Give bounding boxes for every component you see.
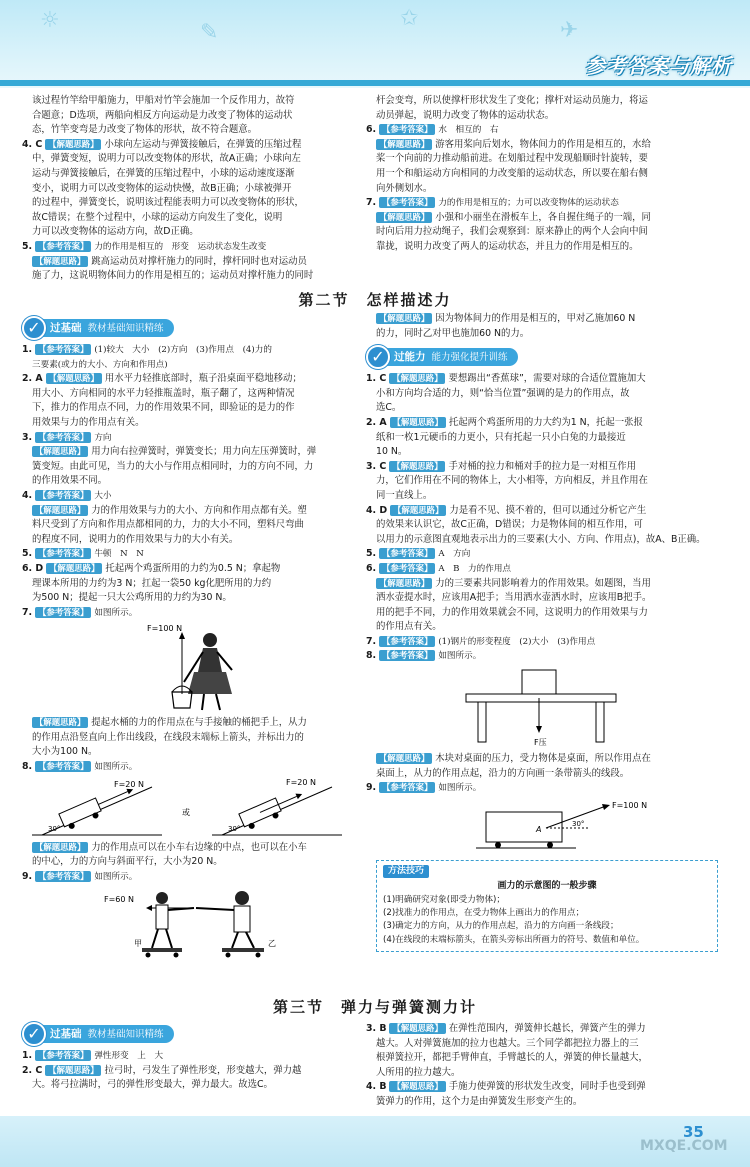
question-number: 7. <box>366 197 377 209</box>
text-line: 变小，说明力可以改变物体的运动快慢，故B正确；小球被弹开 <box>32 182 292 194</box>
text-line: 运动与弹簧接触后，在弹簧的压缩过程中，小球的运动速度逐渐 <box>32 167 295 179</box>
question-number: 2. A <box>22 373 43 385</box>
force-arrowhead <box>179 632 185 639</box>
question-3 <box>22 431 362 446</box>
question-number: 2. A <box>366 416 387 428</box>
banner-basic-3 <box>22 1022 362 1046</box>
wheel <box>547 842 553 848</box>
wooden-block <box>522 670 556 694</box>
answer-text: (1)钢片的形变程度 (2)大小 (3)作用点 <box>438 636 596 647</box>
force-label: F=20 N <box>114 779 145 789</box>
solution-tag: 【解题思路】 <box>32 446 88 457</box>
answer-text: 力的作用是相互的 形变 运动状态发生改变 <box>94 241 267 252</box>
solution-tag: 【解题思路】 <box>45 139 101 150</box>
banner-label: 过基础 <box>50 322 82 334</box>
banner-ability <box>366 345 718 369</box>
question-5 <box>22 547 362 562</box>
woman-skirt <box>188 672 232 694</box>
solution-tag: 【解题思路】 <box>32 717 88 728</box>
wheel <box>146 953 151 958</box>
force-arrowhead <box>602 804 610 810</box>
text-line: 合题意；D选项，两船向相反方向运动是力改变了物体的运动状 <box>32 109 293 121</box>
answer-tag: 【参考答案】 <box>35 490 91 501</box>
solution-tag: 【解题思路】 <box>376 753 432 764</box>
question-4 <box>22 489 362 504</box>
text-line: 力，它们作用在不同的物体上，大小相等，方向相反，并且作用在 <box>376 475 648 487</box>
answer-tag: 【参考答案】 <box>35 607 91 618</box>
text-line: 中，弹簧变短，说明力可以改变物体的形状，故A正确；小球向左 <box>32 153 301 165</box>
answer-text: 方向 <box>94 432 112 443</box>
answer-text: 水 相互的 右 <box>438 125 499 136</box>
answer-tag: 【参考答案】 <box>379 636 435 647</box>
question-4 <box>366 504 718 519</box>
child-leg <box>152 929 158 948</box>
child-leg <box>232 932 238 948</box>
answer-tag: 【参考答案】 <box>379 197 435 208</box>
answer-text: 弹性形变 上 大 <box>94 1051 164 1061</box>
force-label: F=100 N <box>147 624 183 634</box>
answer-text: 大小 <box>94 490 112 501</box>
text-line: 桌面上，从力的作用点起，沿力的方向画一条带箭头的线段。 <box>376 767 630 779</box>
text-line: 用大小、方向相同的水平力轻推瓶盖时，瓶子翻了，这两种情况 <box>32 387 295 399</box>
text-line: 靠拢，说明力改变了两人的运动状态，并且力的作用是相互的。 <box>376 240 639 252</box>
left-column-section3 <box>22 1018 362 1093</box>
question-number: 4. D <box>366 504 388 516</box>
answer-tag: 【参考答案】 <box>35 548 91 559</box>
figure-cart-incline <box>22 777 362 839</box>
text-line: 用一个和船运动方向相同的力改变船的运动状态，所以要在船右侧 <box>376 167 648 179</box>
answer-text: A B 力的作用点 <box>438 563 512 574</box>
question-8 <box>366 649 718 664</box>
text-line: 以用力的示意图直观地表示出力的三要素(大小、方向、作用点)，故A、B正确。 <box>376 533 706 545</box>
child-leg <box>166 929 172 948</box>
left-column-section2 <box>22 312 362 962</box>
text-line: 用效果与力的作用点有关。 <box>32 416 145 428</box>
solution-tag: 【解题思路】 <box>376 212 432 223</box>
text-line: 力的作用点可以在小车右边缘的中点，也可以在小车 <box>91 841 307 853</box>
solution-tag: 【解题思路】 <box>32 505 88 516</box>
answer-tag: 【参考答案】 <box>35 871 91 882</box>
solution-tag: 【解题思路】 <box>45 1065 101 1076</box>
watermark: MXQE.COM <box>640 1138 728 1154</box>
question-number: 3. B <box>366 1023 387 1034</box>
angle-label: 30° <box>572 819 585 828</box>
text-line: 人所用的拉力越大。 <box>376 1066 461 1078</box>
text-line: 托起两个鸡蛋所用的力约为0.5 N；拿起物 <box>105 562 281 574</box>
question-6 <box>22 562 362 577</box>
solution-tag: 【解题思路】 <box>32 842 88 853</box>
solution-line <box>366 752 718 767</box>
answer-tag: 【参考答案】 <box>35 761 91 772</box>
answer-text: 三要素(或力的大小、方向和作用点) <box>32 359 168 370</box>
text-line: 大小为100 N。 <box>32 746 98 758</box>
answer-tag: 【参考答案】 <box>35 241 91 252</box>
text-line: 力是看不见、摸不着的，但可以通过分析它产生 <box>449 504 647 516</box>
wheel <box>256 953 261 958</box>
method-step: (2)找准力的作用点，在受力物体上画出力的作用点； <box>383 908 585 919</box>
question-number: 4. <box>22 489 33 501</box>
text-line: 同一直线上。 <box>376 489 433 501</box>
wheel <box>495 842 501 848</box>
question-number: 6. <box>366 124 377 136</box>
answer-tag: 【参考答案】 <box>379 650 435 661</box>
solution-tag: 【解题思路】 <box>376 139 432 150</box>
question-number: 1. <box>22 1050 33 1061</box>
header-title: 参考答案与解析 <box>585 54 732 78</box>
sun-doodle-icon: ☼ <box>40 8 60 33</box>
question-number: 5. <box>366 548 377 560</box>
solution-tag: 【解题思路】 <box>46 373 102 384</box>
question-number: 7. <box>366 635 377 647</box>
method-tips-box <box>376 860 718 952</box>
checkmark-icon: ✓ <box>22 1022 46 1046</box>
answer-text: 牛顿 N N <box>94 549 144 560</box>
star-doodle-icon: ✩ <box>400 6 419 31</box>
woman-leg <box>202 694 204 710</box>
section-title-3: 第三节 弹力与弹簧测力计 <box>272 998 477 1016</box>
question-1 <box>22 1049 362 1064</box>
page-number: 35 <box>683 1123 704 1141</box>
text-line: 的力，同时乙对甲也施加60 N的力。 <box>376 327 530 339</box>
question-number: 7. <box>22 606 33 618</box>
table-top <box>466 694 616 702</box>
solution-tag: 【解题思路】 <box>32 256 88 267</box>
child-body <box>156 905 168 929</box>
question-8 <box>22 760 362 775</box>
banner-sublabel: 能力强化提升训练 <box>431 352 508 364</box>
text-line: 料尺受到了方向和作用点都相同的力，力的大小不同，塑料尺弯曲 <box>32 519 304 531</box>
question-3 <box>366 460 718 475</box>
question-3 <box>366 1022 718 1037</box>
text-line: 的作用点有关。 <box>376 621 442 633</box>
table-leg <box>596 702 604 742</box>
question-4 <box>366 1080 718 1095</box>
checkmark-icon: ✓ <box>22 316 46 340</box>
question-7 <box>366 635 718 650</box>
solution-line <box>22 504 362 519</box>
child-head <box>235 891 249 905</box>
solution-tag: 【解题思路】 <box>376 578 432 589</box>
wheel <box>226 953 231 958</box>
answer-text: 力的作用是相互的；力可以改变物体的运动状态 <box>438 198 619 209</box>
question-number: 5. <box>22 548 33 560</box>
text-line: 力可以改变物体的运动方向，故D正确。 <box>32 226 199 238</box>
solution-tag: 【解题思路】 <box>376 313 432 324</box>
text-line: 10 N。 <box>376 446 408 458</box>
text-line: 小球向左运动与弹簧接触后，在弹簧的压缩过程 <box>104 138 302 150</box>
question-number: 2. C <box>22 1064 43 1076</box>
answer-tag: 【参考答案】 <box>379 548 435 559</box>
child-head <box>156 892 168 904</box>
text-line: 小强和小丽坐在滑板车上，各自握住绳子的一端，同 <box>435 211 651 223</box>
answer-tag: 【参考答案】 <box>35 432 91 443</box>
text-line: 因为物体间力的作用是相互的，甲对乙施加60 N <box>435 313 636 324</box>
text-line: 的过程中，弹簧变长，说明该过程能表明力可以改变物体的形状， <box>32 197 304 209</box>
question-number: 8. <box>366 650 377 662</box>
method-step: (4)在线段的末端标箭头，在箭头旁标出所画力的符号、数值和单位。 <box>383 934 645 945</box>
text-line: 为500 N；提起一只大公鸡所用的力约为30 N。 <box>32 592 232 604</box>
woman-torso <box>198 648 222 672</box>
question-number: 9. <box>22 870 33 882</box>
solution-line <box>366 211 718 226</box>
woman-bucket-illustration <box>22 622 362 714</box>
cart-body <box>486 812 562 842</box>
text-line: 纸和一枚1元硬币的力更小，只有托起一只小白兔的力最接近 <box>376 431 626 443</box>
text-line: 大。将弓拉满时，弓的弹性形变最大，弹力最大。故选C。 <box>32 1079 273 1091</box>
answer-text: A 方向 <box>438 549 471 560</box>
answer-text: 如图所示。 <box>94 607 138 618</box>
child-body <box>234 906 250 932</box>
point-label-a: A <box>536 824 542 834</box>
answer-tag: 【参考答案】 <box>379 563 435 574</box>
question-9 <box>22 870 362 885</box>
text-line: 的效果来认识它，故C正确，D错误；力是物体间的相互作用，可 <box>376 519 643 531</box>
question-1 <box>366 372 718 387</box>
text-line: 提起水桶的力的作用点在与手接触的桶把手上，从力 <box>91 717 307 729</box>
figure-cart-pull <box>366 798 718 854</box>
question-number: 3. <box>22 431 33 443</box>
child-leg <box>246 932 254 948</box>
force-label: F=60 N <box>104 895 135 905</box>
footer-band <box>0 1116 750 1167</box>
woman-leg <box>216 694 220 710</box>
figure-woman-bucket <box>22 622 362 714</box>
solution-tag: 【解题思路】 <box>46 563 102 574</box>
text-line: 向外侧划水。 <box>376 182 433 194</box>
angle-label: 30° <box>228 824 241 833</box>
method-tag-row <box>383 865 711 878</box>
question-6 <box>366 562 718 577</box>
banner-sublabel: 教材基础知识精练 <box>87 323 164 334</box>
method-step: (1)明确研究对象(即受力物体)； <box>383 894 506 905</box>
question-4 <box>22 138 362 153</box>
banner-pill <box>382 348 518 366</box>
or-label: 或 <box>182 807 190 817</box>
child-arm <box>196 908 234 910</box>
text-line: 的程度不同，说明力的作用效果与力的大小有关。 <box>32 533 239 545</box>
angle-label: 30° <box>48 824 61 833</box>
solution-line <box>366 312 718 327</box>
banner-label: 过基础 <box>50 1028 82 1040</box>
method-title: 画力的示意图的一般步骤 <box>497 881 597 892</box>
solution-line <box>22 716 362 731</box>
force-label: F=100 N <box>612 800 648 810</box>
checkmark-icon: ✓ <box>366 345 390 369</box>
text-line: 的中心，力的方向与斜面平行，大小为20 N。 <box>32 856 223 868</box>
paperplane-doodle-icon: ✈ <box>560 18 579 43</box>
text-line: 用水平力轻推底部时，瓶子沿桌面平稳地移动； <box>104 373 302 385</box>
text-line: 小和方向均合适的力，则“恰当位置”强调的是力的作用点，故 <box>376 387 630 399</box>
pencil-doodle-icon: ✎ <box>200 20 219 45</box>
answer-tag: 【参考答案】 <box>379 782 435 793</box>
text-line: 游客用桨向后划水，物体间力的作用是相互的，水给 <box>435 138 651 150</box>
person-label-jia: 甲 <box>134 939 142 949</box>
answer-text: 如图所示。 <box>94 762 138 773</box>
text-line: 托起两个鸡蛋所用的力大约为1 N，托起一张报 <box>448 416 643 428</box>
person-label-yi: 乙 <box>268 939 276 949</box>
cart-pull-illustration <box>366 798 718 854</box>
right-column-top <box>366 94 718 255</box>
force-arrow-line <box>98 791 127 804</box>
text-line: 施了力，这说明物体间力的作用是相互的；运动员对撑杆施力的同时 <box>32 270 314 282</box>
header-rule <box>0 80 750 86</box>
answer-text: 如图所示。 <box>438 783 482 794</box>
text-line: 的作用效果不同。 <box>32 475 108 487</box>
text-line: 根弹簧拉开，都把手臂伸直，手臂越长的人，弹簧的伸长量越大， <box>376 1052 648 1064</box>
text-line: 杆会变弯，所以使撑杆形状发生了变化；撑杆对运动员施力，将运 <box>376 95 648 106</box>
text-line: 的作用点沿竖直向上作出线段，在线段末端标上箭头，并标出力的 <box>32 731 304 743</box>
cart-incline-illustration <box>22 777 362 839</box>
force-arrowhead <box>295 791 303 799</box>
figure-skateboards <box>22 886 362 960</box>
text-line: 簧变短。由此可见，当力的大小与作用点相同时，力的方向不同，力 <box>32 460 314 472</box>
answer-tag: 【参考答案】 <box>35 1050 91 1061</box>
solution-line <box>366 577 718 592</box>
solution-line <box>366 138 718 153</box>
solution-tag: 【解题思路】 <box>389 373 445 384</box>
text-line: 洒水壶提水时，应该用A把手；当用洒水壶洒水时，应该用B把手。 <box>376 592 652 604</box>
bucket <box>172 692 192 708</box>
method-step: (3)确定力的方向，从力的作用点起，沿力的方向画一条线段； <box>383 921 619 932</box>
woman-head <box>203 633 217 647</box>
text-line: 力的作用效果与力的大小、方向和作用点都有关。塑 <box>91 504 307 516</box>
right-column-section2 <box>366 312 718 952</box>
text-line: 跳高运动员对撑杆施力的同时，撑杆同时也对运动员 <box>91 255 307 267</box>
text-line: 故C错误；在整个过程中，小球的运动方向发生了变化，说明 <box>32 211 283 223</box>
text-line: 力的三要素共同影响着力的作用效果。如题图，当用 <box>435 577 651 589</box>
skateboard-push-illustration <box>22 886 362 960</box>
wheel <box>174 953 179 958</box>
table-block-illustration <box>366 666 718 750</box>
question-number: 4. B <box>366 1081 387 1093</box>
question-number: 1. C <box>366 373 387 385</box>
text-line: 簧弹力的作用，这个力是由弹簧发生形变产生的。 <box>376 1095 583 1107</box>
text-line: 该过程竹竿给甲船施力，甲船对竹竿会施加一个反作用力，故符 <box>32 95 295 106</box>
text-line: 动员弹起，说明力改变了物体的运动状态。 <box>376 109 555 121</box>
banner-sublabel: 教材基础知识精练 <box>87 1029 164 1040</box>
force-label: F压 <box>534 738 547 748</box>
text-line: 下，推力的作用点不同，力的作用效果不同，即验证的是力的作 <box>32 402 295 414</box>
text-line: 越大。人对弹簧施加的拉力也越大。三个同学都把拉力器上的三 <box>376 1037 639 1049</box>
text-line: 木块对桌面的压力，受力物体是桌面，所以作用点在 <box>435 753 651 765</box>
solution-tag: 【解题思路】 <box>389 1023 445 1034</box>
cart-2 <box>239 787 307 831</box>
answer-tag: 【参考答案】 <box>35 344 91 355</box>
question-6 <box>366 123 718 138</box>
text-line: 手施力使弹簧的形状发生改变，同时手也受到弹 <box>448 1081 646 1093</box>
solution-tag: 【解题思路】 <box>390 505 446 516</box>
question-number: 3. C <box>366 460 387 472</box>
text-line: 在弹性范围内，弹簧伸长越长，弹簧产生的弹力 <box>448 1023 646 1034</box>
answer-text: (1)较大 大小 (2)方向 (3)作用点 (4)力的 <box>94 345 272 355</box>
method-tag: 方法技巧 <box>383 865 429 878</box>
text-line: 选C。 <box>376 402 402 414</box>
question-number: 1. <box>22 344 33 355</box>
question-number: 9. <box>366 782 377 794</box>
question-7 <box>366 196 718 211</box>
solution-tag: 【解题思路】 <box>389 1081 445 1092</box>
cart-body <box>59 798 101 827</box>
force-label: F=20 N <box>286 777 317 787</box>
question-number: 4. C <box>22 138 43 150</box>
answer-text: 如图所示。 <box>438 651 482 662</box>
skateboard <box>222 948 264 952</box>
cart-1 <box>59 782 138 831</box>
left-column-top <box>22 94 362 284</box>
solution-line <box>22 841 362 856</box>
question-number: 8. <box>22 761 33 773</box>
answer-tag: 【参考答案】 <box>379 124 435 135</box>
text-line: 用的把手不同，力的作用效果就会不同，这说明力的作用效果与力 <box>376 606 648 618</box>
text-line: 手对桶的拉力和桶对手的拉力是一对相互作用 <box>448 460 636 472</box>
text-line: 用力向右拉弹簧时，弹簧变长；用力向左压弹簧时，弹 <box>91 446 317 458</box>
banner-pill <box>38 319 174 337</box>
text-line: 桨一个向前的力推动船前进。在划船过程中发现船顺时针旋转，要 <box>376 153 648 165</box>
force-arrowhead <box>146 905 152 911</box>
text-line: 理课本所用的力约为3 N；扛起一袋50 kg化肥所用的力约 <box>32 577 272 589</box>
question-2 <box>22 372 362 387</box>
banner-pill <box>38 1025 174 1043</box>
right-column-section3 <box>366 1022 718 1110</box>
question-9 <box>366 781 718 796</box>
solution-line <box>22 445 362 460</box>
question-number: 6. <box>366 562 377 574</box>
text-line: 时向后用力拉动绳子，我们会观察到：原来静止的两个人会向中间 <box>376 226 648 238</box>
figure-table-block <box>366 666 718 750</box>
text-line: 要想踢出“香蕉球”，需要对球的合适位置施加大 <box>448 373 646 385</box>
question-5 <box>366 547 718 562</box>
question-number: 5. <box>22 240 33 252</box>
banner-label: 过能力 <box>394 351 426 364</box>
solution-line <box>22 255 362 270</box>
section-title-2: 第二节 怎样描述力 <box>298 291 452 309</box>
question-7 <box>22 606 362 621</box>
force-arrowhead <box>536 726 542 733</box>
text-line: 态，竹竿变弯是力改变了物体的形状，故不符合题意。 <box>32 124 258 136</box>
question-1 <box>22 343 362 358</box>
question-5 <box>22 240 362 255</box>
solution-tag: 【解题思路】 <box>389 461 445 472</box>
text-line: 拉弓时，弓发生了弹性形变，形变越大，弹力越 <box>104 1064 302 1076</box>
solution-tag: 【解题思路】 <box>390 417 446 428</box>
banner-basic <box>22 316 362 340</box>
question-2 <box>366 416 718 431</box>
question-2 <box>22 1064 362 1079</box>
answer-text: 如图所示。 <box>94 871 138 882</box>
table-leg <box>478 702 486 742</box>
skateboard <box>142 948 182 952</box>
question-number: 6. D <box>22 562 44 574</box>
